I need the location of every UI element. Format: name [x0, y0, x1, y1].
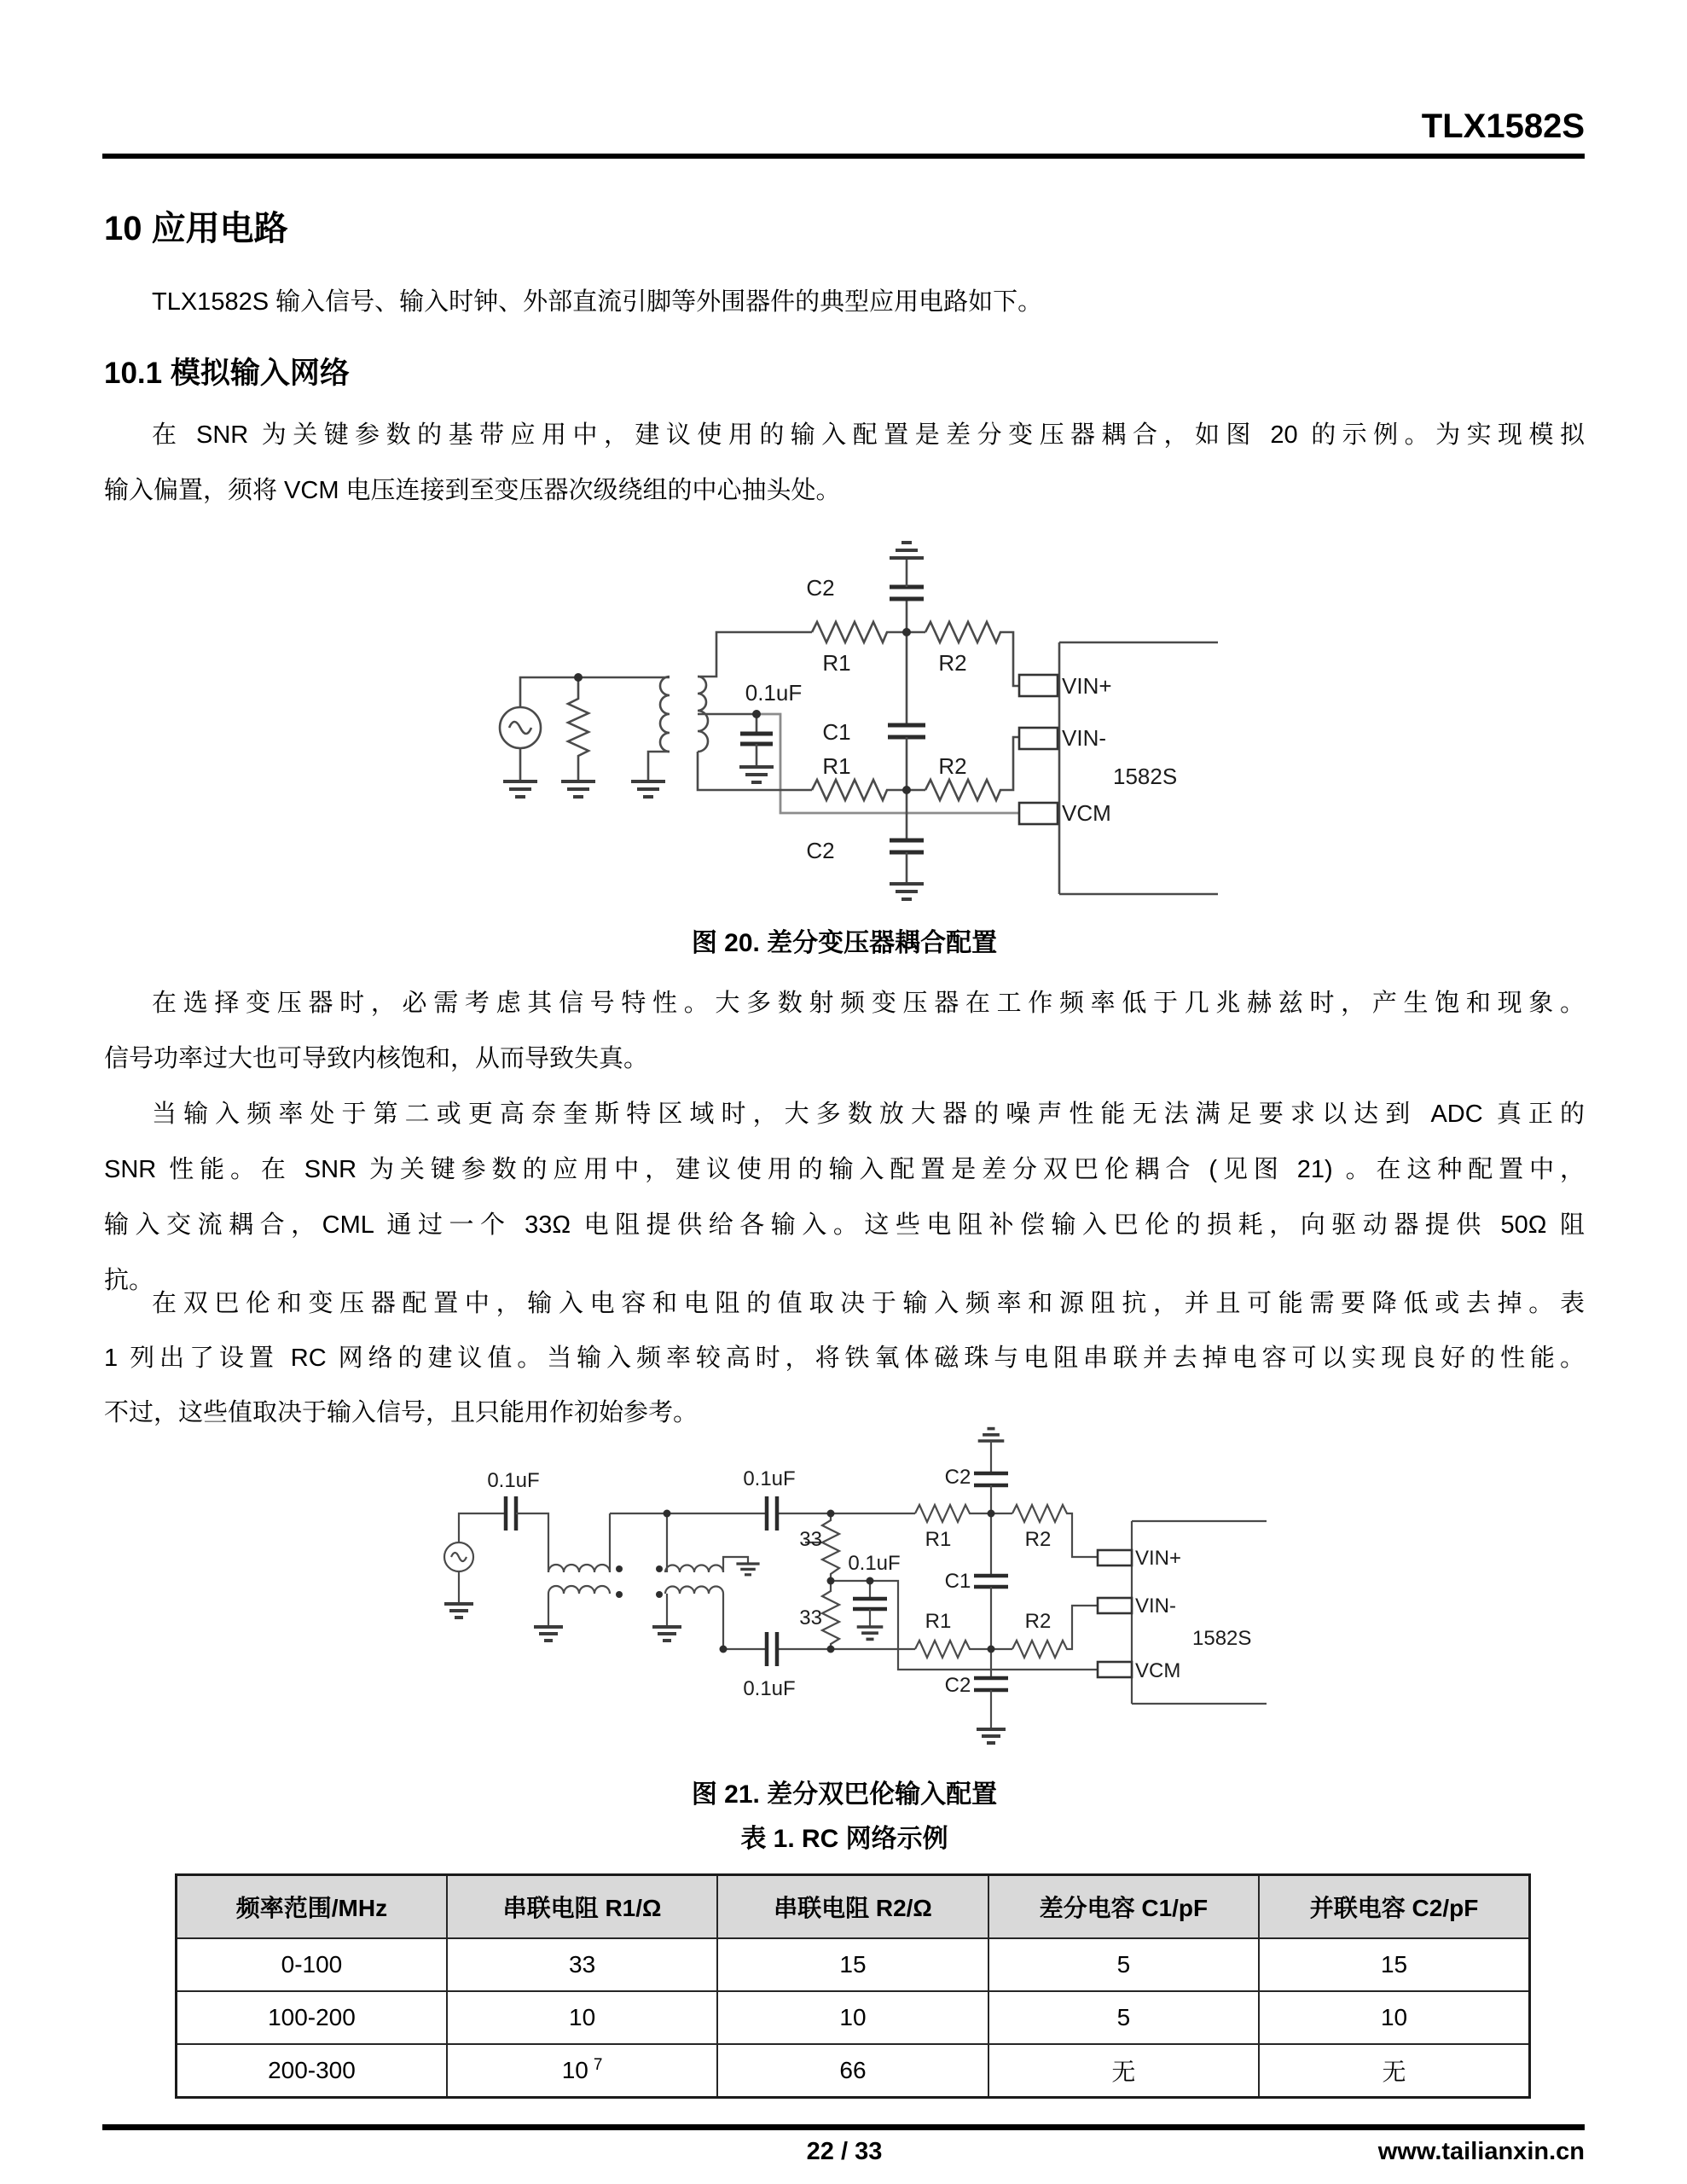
col-header-c1: 差分电容 C1/pF	[988, 1875, 1259, 1939]
paragraph-4	[104, 1087, 1585, 1309]
col-header-r1: 串联电阻 R1/Ω	[447, 1875, 717, 1939]
cell-freq: 0-100	[177, 1938, 447, 1991]
cell-r1-value: 10	[561, 2057, 588, 2083]
fig21-wires	[444, 1429, 1267, 1743]
figure-21-caption: 图 21. 差分双巴伦输入配置	[691, 1780, 998, 1809]
cell-freq: 200-300	[177, 2044, 447, 2098]
table-header-row	[177, 1875, 1530, 1939]
fig20-label-vcm: VCM	[1062, 800, 1111, 826]
paragraph-line: 不过，这些值取决于输入信号，且只能用作初始参考。	[104, 1399, 699, 1426]
fig21-label-c2-top: C2	[944, 1466, 971, 1489]
fig21-label-33-bot: 33	[799, 1606, 822, 1629]
fig21-label-cap-top: 0.1uF	[743, 1467, 796, 1490]
fig20-wires	[500, 543, 1218, 899]
cell-c1: 5	[988, 1938, 1259, 1991]
table-row	[177, 1938, 1530, 1991]
paragraph-2	[104, 408, 1585, 519]
footnote-marker: 7	[593, 2055, 603, 2074]
fig20-label-r1-bot: R1	[822, 753, 851, 779]
cell-r1	[447, 2044, 717, 2098]
paragraph-line: 在选择变压器时，必需考虑其信号特性。大多数射频变压器在工作频率低于几兆赫兹时，产生饱和现象。	[152, 990, 1585, 1017]
cell-c2: 15	[1259, 1938, 1529, 1991]
fig20-label-chip: 1582S	[1113, 764, 1178, 789]
page-number: 22 / 33	[806, 2138, 883, 2165]
header-rule	[102, 154, 1585, 159]
col-header-c2: 并联电容 C2/pF	[1259, 1875, 1529, 1939]
cell-r2: 10	[717, 1991, 988, 2044]
cell-c2: 无	[1259, 2044, 1529, 2098]
col-header-freq: 频率范围/MHz	[177, 1875, 447, 1939]
fig21-pin-vin-plus	[1098, 1550, 1132, 1565]
doc-title: TLX1582S	[1421, 107, 1585, 145]
paragraph-line: 输入交流耦合，CML 通过一个 33Ω 电阻提供给各输入。这些电阻补偿输入巴伦的损耗，向驱动器提供 50Ω 阻	[104, 1211, 1585, 1239]
col-header-r2: 串联电阻 R2/Ω	[717, 1875, 988, 1939]
fig21-label-chip: 1582S	[1192, 1627, 1252, 1650]
fig20-label-cap01: 0.1uF	[745, 680, 803, 706]
fig21-label-33-top: 33	[799, 1528, 822, 1551]
fig21-label-r1-bot: R1	[925, 1610, 952, 1633]
fig21-label-vin-minus: VIN-	[1135, 1594, 1176, 1618]
figure-20-transformer-coupling-schematic	[475, 524, 1221, 909]
figure-20-caption: 图 20. 差分变压器耦合配置	[691, 929, 998, 957]
cell-r2: 15	[717, 1938, 988, 1991]
cell-r2: 66	[717, 2044, 988, 2098]
fig20-label-vin-minus: VIN-	[1062, 725, 1106, 751]
figure-20-svg	[475, 524, 1221, 909]
fig21-pin-vin-minus	[1098, 1598, 1132, 1613]
fig21-pin-vcm	[1098, 1662, 1132, 1677]
paragraph-line: SNR 性能。在 SNR 为关键参数的应用中，建议使用的输入配置是差分双巴伦耦合 (见图 21) 。在这种配置中，	[104, 1156, 1585, 1183]
fig21-label-r1-top: R1	[925, 1528, 952, 1551]
paragraph-line: 在 SNR 为关键参数的基带应用中，建议使用的输入配置是差分变压器耦合，如图 20 的示例。为实现模拟	[152, 421, 1585, 449]
paragraph-line: 输入偏置，须将 VCM 电压连接到至变压器次级绕组的中心抽头处。	[104, 477, 841, 504]
cell-c1: 5	[988, 1991, 1259, 2044]
fig21-label-vin-plus: VIN+	[1135, 1547, 1182, 1570]
fig21-label-cap-in: 0.1uF	[487, 1469, 540, 1492]
fig21-label-c1: C1	[944, 1570, 971, 1593]
rc-network-table	[175, 1873, 1531, 2099]
table-1-title: 表 1. RC 网络示例	[740, 1825, 948, 1853]
fig21-label-r2-top: R2	[1024, 1528, 1052, 1551]
fig20-label-r1-top: R1	[822, 650, 851, 676]
cell-c2: 10	[1259, 1991, 1529, 2044]
fig21-label-r2-bot: R2	[1024, 1610, 1052, 1633]
fig21-label-cap-mid: 0.1uF	[848, 1552, 901, 1575]
fig20-label-r2-bot: R2	[938, 753, 967, 779]
paragraph-line: 1 列出了设置 RC 网络的建议值。当输入频率较高时，将铁氧体磁珠与电阻串联并去掉电容可以实现良好的性能。	[104, 1345, 1585, 1372]
paragraph-line: 当输入频率处于第二或更高奈奎斯特区域时，大多数放大器的噪声性能无法满足要求以达到 ADC 真正的	[152, 1101, 1585, 1128]
paragraph-1	[104, 275, 1585, 330]
fig20-label-c2-top: C2	[806, 575, 835, 601]
section-heading-10: 10 应用电路	[104, 210, 288, 247]
fig20-pin-vcm	[1019, 803, 1058, 824]
fig20-pin-vin-minus	[1019, 728, 1058, 749]
paragraph-line: 在双巴伦和变压器配置中，输入电容和电阻的值取决于输入频率和源阻抗，并且可能需要降低或去掉。表	[152, 1290, 1585, 1317]
fig20-label-vin-plus: VIN+	[1062, 673, 1112, 699]
footer-website: www.tailianxin.cn	[1377, 2138, 1585, 2165]
fig20-pin-vin-plus	[1019, 675, 1058, 696]
paragraph-3	[104, 976, 1585, 1087]
paragraph-line: TLX1582S 输入信号、输入时钟、外部直流引脚等外围器件的典型应用电路如下。	[152, 288, 1043, 316]
table-row	[177, 2044, 1530, 2098]
fig21-label-vcm: VCM	[1135, 1659, 1181, 1682]
fig20-label-r2-top: R2	[938, 650, 967, 676]
fig20-label-c1: C1	[822, 719, 851, 745]
fig21-label-c2-bot: C2	[944, 1674, 971, 1697]
fig21-label-cap-bot: 0.1uF	[743, 1677, 796, 1700]
figure-21-double-balun-schematic	[431, 1412, 1271, 1746]
cell-r1: 10	[447, 1991, 717, 2044]
fig20-label-c2-bot: C2	[806, 838, 835, 863]
cell-r1: 33	[447, 1938, 717, 1991]
cell-freq: 100-200	[177, 1991, 447, 2044]
section-heading-10-1: 10.1 模拟输入网络	[104, 357, 350, 390]
cell-c1: 无	[988, 2044, 1259, 2098]
figure-21-svg	[431, 1412, 1271, 1746]
paragraph-line: 信号功率过大也可导致内核饱和，从而导致失真。	[104, 1045, 649, 1072]
table-row	[177, 1991, 1530, 2044]
footer-rule	[102, 2124, 1585, 2130]
paragraph-line: 抗。	[104, 1267, 154, 1294]
